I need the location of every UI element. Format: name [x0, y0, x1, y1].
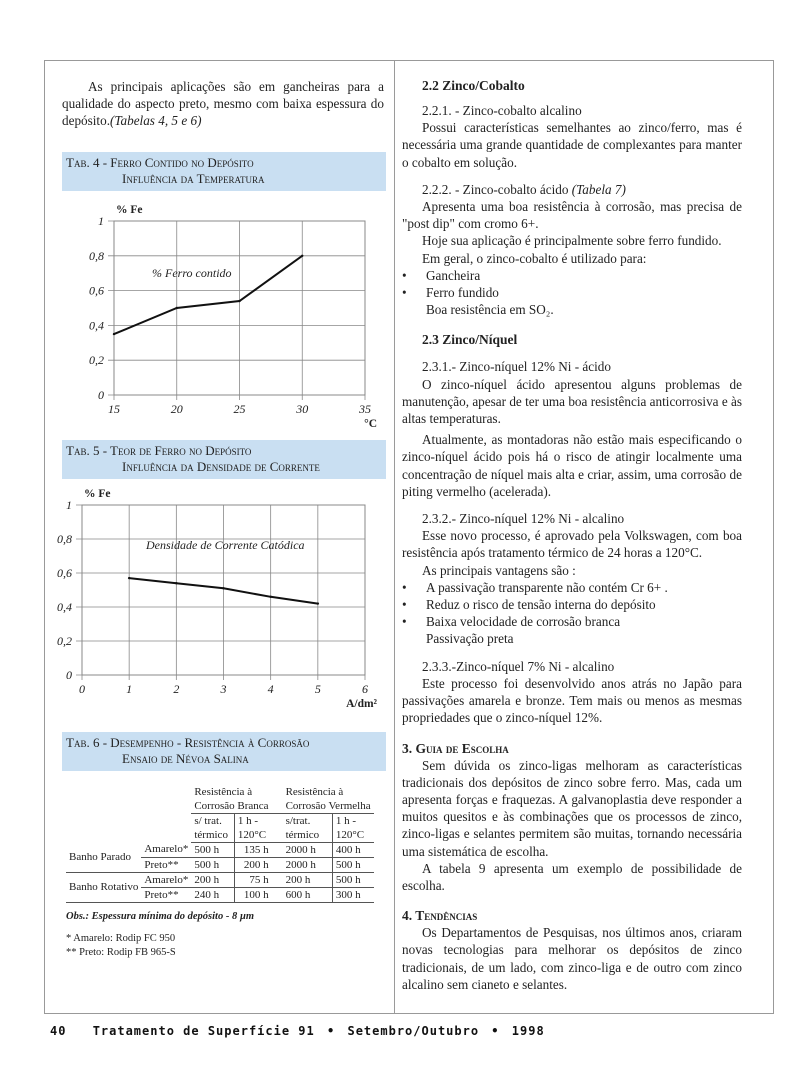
x-tick-label: 1 [126, 681, 133, 696]
tab6-sub: térmico [272, 828, 333, 843]
y-tick-label: 0,2 [57, 633, 72, 648]
list-item: • Reduz o risco de tensão interna do depósito [402, 596, 742, 613]
tab6-cell: 100 h [234, 887, 271, 902]
section-2-3-2-p2: As principais vantagens são : [422, 562, 576, 578]
tab6-cell: 240 h [191, 887, 234, 902]
y-tick-label: 0,2 [89, 352, 104, 367]
x-tick-label: 5 [314, 681, 321, 696]
x-tick-label: 3 [220, 681, 227, 696]
footer-separator: • [491, 1024, 500, 1038]
y-tick-label: 0,4 [89, 318, 104, 333]
list-item: • A passivação transparente não contém Cr 6+ . [402, 579, 742, 596]
x-tick-label: 2 [173, 681, 180, 696]
tab6-obs: Obs.: Espessura mínima do depósito - 8 µm [66, 910, 255, 922]
tab6-cell: 200 h [272, 872, 333, 887]
data-point [175, 582, 177, 584]
tab6-cell: 135 h [234, 842, 271, 857]
x-tick-label: 4 [267, 681, 274, 696]
section-2-2-2-title-text: 2.2.2. - Zinco-cobalto ácido [422, 181, 569, 197]
tab4-banner [62, 152, 386, 191]
tab5-chart [57, 479, 386, 722]
tab6-cell: 2000 h [272, 857, 333, 872]
section-2-3-title: 2.3 Zinco/Níquel [422, 332, 518, 348]
column-divider [394, 60, 395, 1013]
list-item: Passivação preta [426, 631, 514, 647]
section-2-2-1-text: Possui características semelhantes ao zinco/ferro, mas é necessária uma grande quantidade de complexantes para manter o cobalto em solução. [402, 120, 742, 170]
tab6-cell: 500 h [191, 842, 234, 857]
tab5-chart-svg [57, 479, 386, 717]
tab6-cell: 300 h [332, 887, 373, 902]
tab6-group: Banho Parado [66, 842, 141, 872]
footer-separator: • [327, 1024, 336, 1038]
section-2-2-2-ref: (Tabela 7) [571, 181, 626, 197]
tab6-cell: 200 h [234, 857, 271, 872]
magazine-name: Tratamento de Superfície 91 [92, 1024, 315, 1038]
tab6-cell: 2000 h [272, 842, 333, 857]
tab6-cell: 500 h [332, 872, 373, 887]
list-item: • Gancheira [402, 267, 742, 284]
table-row [66, 842, 374, 857]
y-tick-label: 0 [98, 387, 104, 402]
tab6-subtitle: Ensaio de Névoa Salina [122, 750, 249, 766]
tab6-cell: 75 h [234, 872, 271, 887]
tab6-footnote-2: ** Preto: Rodip FB 965-S [66, 946, 176, 958]
tab6-table [66, 785, 374, 903]
y-tick-label: 0,4 [57, 599, 72, 614]
intro-paragraph [62, 78, 384, 130]
data-point [128, 577, 130, 579]
tab6-sub: s/trat. [285, 814, 311, 827]
section-2-3-1-title: 2.3.1.- Zinco-níquel 12% Ni - ácido [422, 359, 611, 375]
x-tick-label: 35 [359, 401, 371, 416]
tab6-cell: 400 h [332, 842, 373, 857]
section-2-3-1-p1: O zinco-níquel ácido apresentou alguns problemas de manutenção, apesar de ter uma boa resistência anticorrosiva e às altas temperaturas. [402, 376, 742, 427]
tab6-cell: 200 h [191, 872, 234, 887]
list-item: • Ferro fundido [402, 284, 742, 301]
page-footer [50, 1024, 549, 1038]
tab6-type: Preto** [141, 887, 191, 902]
section-2-2-2-title [422, 181, 742, 198]
tab6-sub: térmico [191, 828, 234, 843]
tab4-chart-svg [62, 191, 386, 431]
issue-date: Setembro/Outubro [347, 1024, 480, 1038]
y-tick-label: 1 [66, 497, 72, 512]
intro-text: As principais aplicações são em gancheiras para a qualidade do aspecto preto, mesmo com baixa espessura do depósito. [62, 79, 384, 129]
y-axis-label: % Fe [116, 203, 143, 216]
section-2-3-3-title: 2.3.3.-Zinco-níquel 7% Ni - alcalino [422, 658, 615, 674]
section-3-p2: A tabela 9 apresenta um exemplo de possibilidade de escolha. [402, 860, 742, 893]
tab6-head-red-2: Corrosão Vermelha [272, 799, 374, 814]
data-point [317, 602, 319, 604]
section-4-title: 4. Tendências [402, 908, 478, 924]
section-2-2-title: 2.2 Zinco/Cobalto [422, 78, 525, 93]
section-2-3-2-title: 2.3.2.- Zinco-níquel 12% Ni - alcalino [422, 511, 625, 527]
tab6-title: Tab. 6 - Desempenho - Resistência à Corrosão [66, 734, 310, 750]
tab6-head-white: Resistência à [194, 785, 253, 798]
intro-ref: (Tabelas 4, 5 e 6) [110, 113, 202, 129]
data-point [238, 299, 240, 301]
tab6-head-red: Resistência à [285, 785, 344, 798]
data-point [301, 254, 303, 256]
tab6-cell: 500 h [332, 857, 373, 872]
list-item: Boa resistência em SO₂. [426, 302, 554, 318]
list-item: • Baixa velocidade de corrosão branca [402, 613, 742, 630]
tab6-sub: 120°C [332, 828, 373, 843]
y-tick-label: 1 [98, 213, 104, 228]
tab5-title: Tab. 5 - Teor de Ferro no Depósito [66, 442, 252, 458]
tab4-subtitle: Influência da Temperatura [122, 170, 265, 186]
tab4-chart [62, 191, 386, 436]
section-3-title: 3. Guia de Escolha [402, 740, 509, 756]
series-label: Densidade de Corrente Catódica [146, 537, 305, 552]
section-2-2-2-p2: Hoje sua aplicação é principalmente sobre ferro fundido. [422, 233, 722, 249]
tab5-subtitle: Influência da Densidade de Corrente [122, 458, 320, 474]
tab6-footnote-1: * Amarelo: Rodip FC 950 [66, 932, 176, 944]
x-axis-label: A/dm² [346, 697, 377, 710]
section-2-2-2-p1: Apresenta uma boa resistência à corrosão, mas precisa de "post dip" com cromo 6+. [402, 199, 742, 232]
data-point [269, 595, 271, 597]
y-tick-label: 0,6 [57, 565, 72, 580]
section-2-3-1-p2: Atualmente, as montadoras não estão mais especificando o zinco-níquel ácido pois há o risco de atingir localmente uma concentração de níquel mais alta e criar, assim, uma corrosão de piting vermelho (acelerada). [402, 432, 742, 499]
tab6-group: Banho Rotativo [66, 872, 141, 902]
section-2-3-2-p1: Esse novo processo, é aprovado pela Volkswagen, com boa resistência após tratamento térmico de 24 horas a 120°C. [402, 528, 742, 561]
issue-year: 1998 [511, 1024, 545, 1038]
y-tick-label: 0,8 [89, 248, 104, 263]
table-row [66, 872, 374, 887]
y-tick-label: 0 [66, 667, 72, 682]
section-2-3-3-p1: Este processo foi desenvolvido anos atrás no Japão para passivações amarela e bronze. Tem mais ou menos as mesmas propriedades que o zinco-níquel 12%. [402, 675, 742, 726]
x-tick-label: 0 [79, 681, 85, 696]
tab6-sub: s/ trat. [194, 814, 222, 827]
tab5-banner [62, 440, 386, 479]
tab6-banner [62, 732, 386, 771]
x-tick-label: 25 [233, 401, 246, 416]
page-number: 40 [50, 1024, 67, 1038]
tab6-sub: 120°C [234, 828, 271, 843]
x-axis-label: °C [364, 417, 377, 430]
tab6-sub: 1 h - [332, 813, 373, 828]
x-tick-label: 20 [170, 401, 183, 416]
tab6-head-white-2: Corrosão Branca [191, 799, 271, 814]
data-point [176, 306, 178, 308]
tab4-title: Tab. 4 - Ferro Contido no Depósito [66, 154, 254, 170]
section-2-2-1-title: 2.2.1. - Zinco-cobalto alcalino [422, 103, 582, 118]
data-point [113, 333, 115, 335]
tab6-cell: 500 h [191, 857, 234, 872]
y-tick-label: 0,8 [57, 531, 72, 546]
left-column [57, 78, 386, 960]
series-label: % Ferro contido [152, 265, 232, 280]
section-3-p1: Sem dúvida os zinco-ligas melhoram as características tradicionais dos depósitos de zinco sobre ferro. Mas, cada um apresenta forças e fraquezas. A galvanoplastia deve responder a muitos quesitos e às combinações que os processos de zinco, zinco-ligas e selantes permitem são muitas, tornando necessária uma sistemática de escolha. [402, 757, 742, 859]
y-tick-label: 0,6 [89, 283, 104, 298]
section-4-p1: Os Departamentos de Pesquisas, nos últimos anos, criaram novas tecnologias para melhorar os depósitos de zinco tradicionais, de um lado, com zinco-liga e de outro com zinco alcalino sem cianeto e selantes. [402, 925, 742, 992]
y-axis-label: % Fe [84, 487, 111, 500]
data-point [222, 587, 224, 589]
tab6-type: Preto** [141, 857, 191, 872]
tab6-type: Amarelo* [141, 842, 191, 857]
x-tick-label: 30 [296, 401, 309, 416]
right-column [402, 78, 742, 993]
x-tick-label: 6 [362, 681, 368, 696]
section-2-2-2-p3: Em geral, o zinco-cobalto é utilizado para: [422, 250, 647, 266]
tab6-cell: 600 h [272, 887, 333, 902]
x-tick-label: 15 [108, 401, 120, 416]
tab6-sub: 1 h - [234, 813, 271, 828]
tab6-type: Amarelo* [141, 872, 191, 887]
